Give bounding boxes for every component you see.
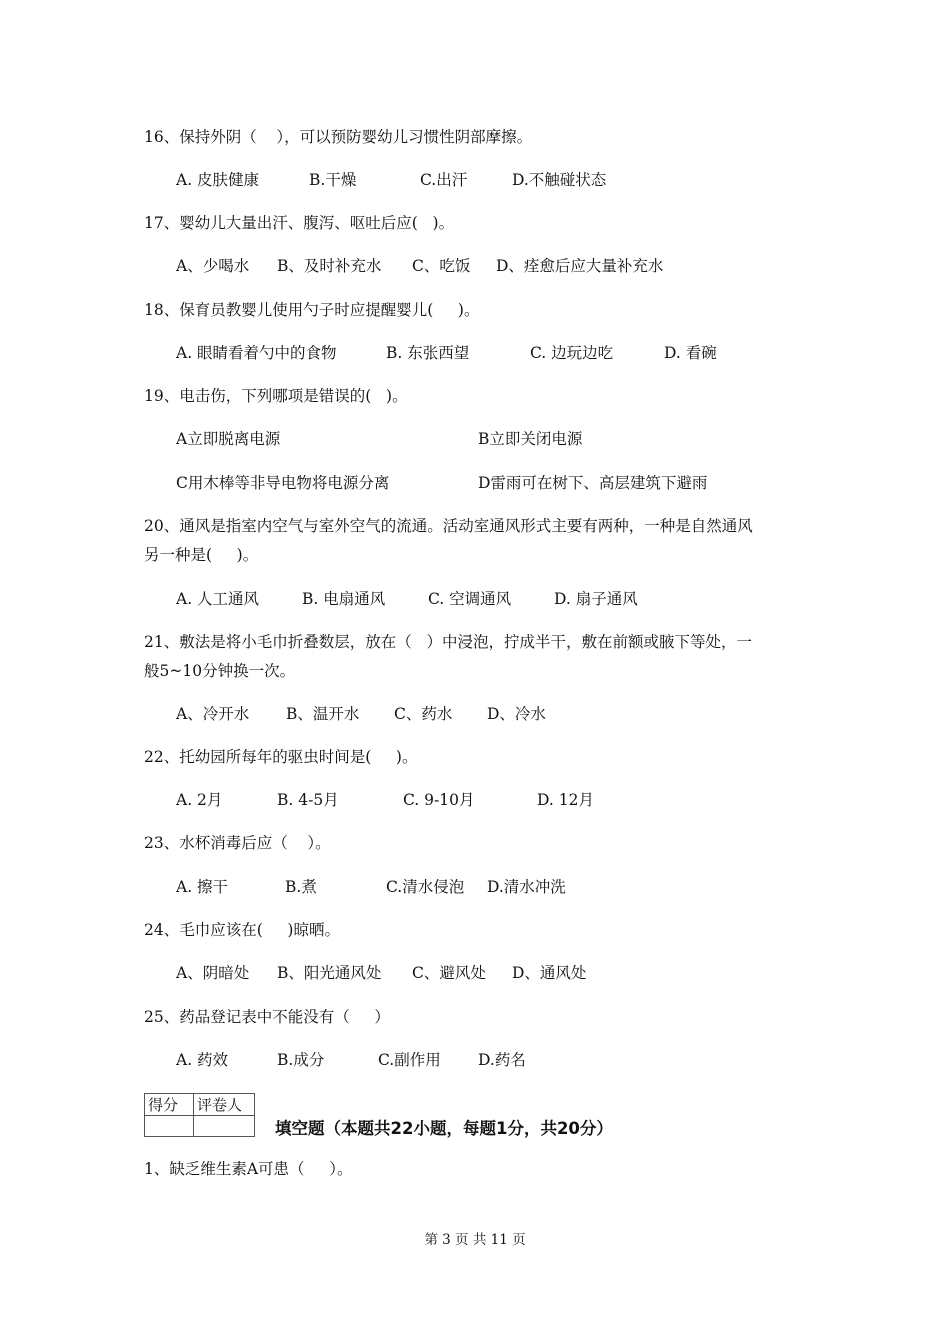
q19-option-b: B立即关闭电源 xyxy=(478,430,583,448)
q16-option-d: D.不触碰状态 xyxy=(512,171,607,189)
page-footer: 第 3 页 共 11 页 xyxy=(424,1232,526,1248)
q20-option-a: A. 人工通风 xyxy=(176,590,260,608)
q25-option-b: B.成分 xyxy=(277,1051,325,1069)
q16-option-a: A. 皮肤健康 xyxy=(176,171,260,189)
q24-option-d: D、通风处 xyxy=(512,964,587,982)
q23-option-d: D.清水冲洗 xyxy=(487,878,566,896)
q22-option-a: A. 2月 xyxy=(176,791,223,809)
q21-option-d: D、冷水 xyxy=(487,705,546,723)
q21-option-b: B、温开水 xyxy=(286,705,360,723)
q25-option-c: C.副作用 xyxy=(378,1051,441,1069)
q24-option-c: C、避风处 xyxy=(412,964,486,982)
score-table xyxy=(144,1093,255,1137)
q21-option-a: A、冷开水 xyxy=(176,705,250,723)
fill-question-1: 1、缺乏维生素A可患（ ）。 xyxy=(144,1160,353,1178)
q23-option-a: A. 擦干 xyxy=(176,878,229,896)
question-20: 20、通风是指室内空气与室外空气的流通。活动室通风形式主要有两种，一种是自然通风 xyxy=(144,517,753,535)
q18-option-d: D. 看碗 xyxy=(664,344,717,362)
q19-option-a: A立即脱离电源 xyxy=(176,430,281,448)
q25-option-a: A. 药效 xyxy=(176,1051,229,1069)
q16-option-b: B.干燥 xyxy=(309,171,357,189)
q23-option-c: C.清水侵泡 xyxy=(386,878,465,896)
q24-option-b: B、阳光通风处 xyxy=(277,964,382,982)
reviewer-cell xyxy=(194,1116,255,1137)
q24-option-a: A、阴暗处 xyxy=(176,964,250,982)
question-23: 23、水杯消毒后应（ ）。 xyxy=(144,834,331,852)
q22-option-c: C. 9-10月 xyxy=(403,791,475,809)
question-18: 18、保育员教婴儿使用勺子时应提醒婴儿( )。 xyxy=(144,301,480,319)
q25-option-d: D.药名 xyxy=(478,1051,526,1069)
q19-option-d: D雷雨可在树下、高层建筑下避雨 xyxy=(478,474,708,492)
question-16: 16、保持外阴（ ），可以预防婴幼儿习惯性阴部摩擦。 xyxy=(144,128,533,146)
question-20-cont: 另一种是( )。 xyxy=(144,546,259,564)
question-21: 21、敷法是将小毛巾折叠数层，放在（ ）中浸泡，拧成半干，敷在前额或腋下等处，一 xyxy=(144,633,753,651)
q16-option-c: C.出汗 xyxy=(420,171,468,189)
q22-option-b: B. 4-5月 xyxy=(277,791,339,809)
q20-option-b: B. 电扇通风 xyxy=(302,590,386,608)
question-19: 19、电击伤，下列哪项是错误的( )。 xyxy=(144,387,408,405)
reviewer-header: 评卷人 xyxy=(194,1094,255,1116)
q17-option-b: B、及时补充水 xyxy=(277,257,382,275)
q17-option-a: A、少喝水 xyxy=(176,257,250,275)
q18-option-a: A. 眼睛看着勺中的食物 xyxy=(176,344,337,362)
q18-option-b: B. 东张西望 xyxy=(386,344,470,362)
q22-option-d: D. 12月 xyxy=(537,791,594,809)
question-17: 17、婴幼儿大量出汗、腹泻、呕吐后应( )。 xyxy=(144,214,455,232)
question-21-cont: 般5~10分钟换一次。 xyxy=(144,662,296,680)
score-header: 得分 xyxy=(145,1094,194,1116)
question-24: 24、毛巾应该在( )晾晒。 xyxy=(144,921,340,939)
q17-option-d: D、痊愈后应大量补充水 xyxy=(496,257,664,275)
q20-option-c: C. 空调通风 xyxy=(428,590,512,608)
question-22: 22、托幼园所每年的驱虫时间是( )。 xyxy=(144,748,418,766)
q18-option-c: C. 边玩边吃 xyxy=(530,344,614,362)
q23-option-b: B.煮 xyxy=(285,878,317,896)
q19-option-c: C用木棒等非导电物将电源分离 xyxy=(176,474,390,492)
section-title: 填空题（本题共22小题，每题1分，共20分） xyxy=(275,1119,613,1138)
score-cell xyxy=(145,1116,194,1137)
question-25: 25、药品登记表中不能没有（ ） xyxy=(144,1008,390,1026)
q20-option-d: D. 扇子通风 xyxy=(554,590,638,608)
q21-option-c: C、药水 xyxy=(394,705,453,723)
q17-option-c: C、吃饭 xyxy=(412,257,471,275)
